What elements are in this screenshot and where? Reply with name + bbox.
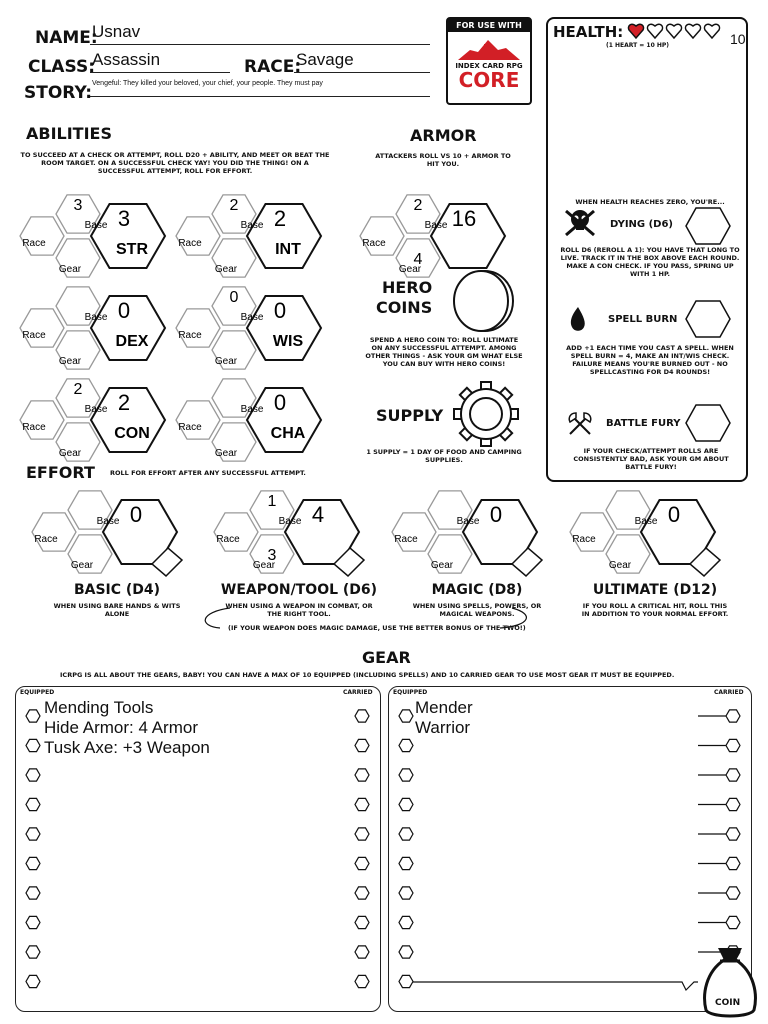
armor-base-label: Base [424, 220, 448, 231]
battle-fury-box[interactable] [684, 403, 732, 443]
left-equipped-slot[interactable] [26, 975, 40, 987]
left-equipped-slot[interactable] [26, 946, 40, 958]
ability-dex-total-value: 0 [117, 298, 131, 323]
effort-1-gear-value: 3 [267, 547, 277, 564]
spell-burn-title: SPELL BURN [608, 314, 678, 325]
heart-icon-2[interactable] [647, 24, 662, 38]
effort-3-race-label: Race [572, 534, 596, 545]
effort-note: (IF YOUR WEAPON DOES MAGIC DAMAGE, USE THE BETTER BONUS OF THE TWO!) [228, 624, 526, 632]
health-value[interactable]: 10 [730, 31, 746, 47]
ability-int-race-hex[interactable] [176, 217, 220, 255]
right-equipped-slot[interactable] [399, 975, 413, 987]
ability-str-total-value: 3 [117, 206, 131, 231]
ability-cha-base-label: Base [240, 404, 264, 415]
ability-wis-race-hex[interactable] [176, 309, 220, 347]
dying-title: DYING (D6) [610, 219, 673, 230]
story-line [90, 96, 430, 97]
ability-con-base-value: 2 [73, 381, 83, 398]
race-field[interactable]: Savage [296, 50, 354, 69]
left-equipped-slot[interactable] [26, 828, 40, 840]
effort-0-race-hex[interactable] [32, 513, 76, 551]
ability-con-cluster [20, 372, 190, 468]
ability-dex-name: DEX [115, 333, 149, 350]
effort-3-name: ULTIMATE (D12) [592, 582, 718, 598]
effort-3-desc: IF YOU ROLL A CRITICAL HIT, ROLL THIS IN ADDITION TO YOUR NORMAL EFFORT. [581, 602, 729, 618]
heart-icon-4[interactable] [685, 24, 700, 38]
effort-0-cluster [32, 484, 202, 580]
left-equipped-slot[interactable] [26, 710, 40, 722]
left-carried-slot[interactable] [355, 857, 369, 869]
right-carried-slot[interactable] [726, 710, 740, 722]
crossed-axes-icon [566, 410, 594, 438]
right-equipped-slot[interactable] [399, 857, 413, 869]
left-carried-slot[interactable] [355, 828, 369, 840]
effort-1-total-value: 4 [311, 502, 325, 527]
effort-1-desc: WHEN USING A WEAPON IN COMBAT, OR THE RIGHT TOOL. [225, 602, 373, 618]
coin-bag-icon[interactable] [700, 944, 760, 1020]
armor-race-hex[interactable] [360, 217, 404, 255]
armor-gear-label: Gear [398, 264, 422, 275]
effort-2-base-label: Base [456, 516, 480, 527]
right-equipped-slot[interactable] [399, 916, 413, 928]
supply-gear-icon[interactable] [452, 380, 520, 448]
ability-int-gear-label: Gear [214, 264, 238, 275]
effort-1-cluster [214, 484, 384, 580]
abilities-title: ABILITIES [26, 124, 112, 143]
right-carried-slot[interactable] [726, 739, 740, 751]
ability-str-gear-label: Gear [58, 264, 82, 275]
right-carried-slot[interactable] [726, 828, 740, 840]
right-equipped-slot[interactable] [399, 828, 413, 840]
ability-str-race-label: Race [22, 238, 46, 249]
ability-cha-name: CHA [270, 425, 306, 442]
effort-2-name: MAGIC (D8) [431, 582, 523, 598]
effort-3-total-value: 0 [667, 502, 681, 527]
hero-coins-title-2: COINS [376, 298, 433, 317]
left-gear-item[interactable]: Tusk Axe: +3 Weapon [44, 738, 210, 757]
ability-int-total-value: 2 [273, 206, 287, 231]
carried-label-right: CARRIED [714, 689, 744, 696]
ability-cha-total-value: 0 [273, 390, 287, 415]
supply-title: SUPPLY [376, 406, 444, 425]
race-label: RACE: [244, 57, 302, 77]
effort-0-total-value: 0 [129, 502, 143, 527]
ability-int-base-value: 2 [229, 197, 239, 214]
right-gear-item[interactable]: Mender [415, 698, 473, 717]
hero-coins-desc: SPEND A HERO COIN TO: ROLL ULTIMATE ON ANY SUCCESSFUL ATTEMPT. AMONG OTHER THINGS - ASK YOUR GM WHAT ELSE YOU CAN BUY WITH HERO COINS! [365, 336, 523, 368]
effort-2-cluster [392, 484, 562, 580]
heart-icon-3[interactable] [666, 24, 681, 38]
effort-desc: ROLL FOR EFFORT AFTER ANY SUCCESSFUL ATTEMPT. [110, 469, 306, 477]
ability-int-name: INT [275, 241, 301, 258]
heart-icon-5[interactable] [704, 24, 719, 38]
class-field[interactable]: Assassin [92, 50, 161, 69]
right-carried-slot[interactable] [726, 916, 740, 928]
hearts-row [626, 21, 726, 41]
ability-wis-base-value: 0 [229, 289, 239, 306]
ability-str-base-value: 3 [73, 197, 83, 214]
armor-title: ARMOR [410, 126, 477, 145]
story-label: STORY: [24, 83, 93, 103]
ability-con-base-label: Base [84, 404, 108, 415]
effort-1-base-value: 1 [267, 493, 277, 510]
effort-1-gear-label: Gear [252, 560, 276, 571]
ability-con-race-hex[interactable] [20, 401, 64, 439]
left-equipped-slot[interactable] [26, 857, 40, 869]
effort-3-race-hex[interactable] [570, 513, 614, 551]
effort-1-race-hex[interactable] [214, 513, 258, 551]
right-equipped-slot[interactable] [399, 739, 413, 751]
ability-str-base-label: Base [84, 220, 108, 231]
left-equipped-slot[interactable] [26, 887, 40, 899]
right-equipped-slot[interactable] [399, 946, 413, 958]
right-gear-item[interactable]: Warrior [415, 718, 471, 737]
battle-fury-text: IF YOUR CHECK/ATTEMPT ROLLS ARE CONSISTENTLY BAD, ASK YOUR GM ABOUT BATTLE FURY! [573, 447, 729, 471]
ability-dex-cluster [20, 280, 190, 376]
coin-line [413, 982, 698, 990]
race-line [294, 72, 430, 73]
ability-int-race-label: Race [178, 238, 202, 249]
effort-2-race-label: Race [394, 534, 418, 545]
left-carried-slot[interactable] [355, 739, 369, 751]
left-carried-slot[interactable] [355, 769, 369, 781]
ability-cha-race-label: Race [178, 422, 202, 433]
battle-fury-title: BATTLE FURY [606, 418, 681, 429]
gear-desc: ICRPG IS ALL ABOUT THE GEARS, BABY! YOU CAN HAVE A MAX OF 10 EQUIPPED (INCLUDING SPELLS) AND 10 CARRIED GEAR TO USE MOST GEAR IT MUST BE EQUIPPED. [60, 671, 675, 679]
hero-coin-icon[interactable] [450, 268, 516, 334]
abilities-desc: TO SUCCEED AT A CHECK OR ATTEMPT, ROLL D20 + ABILITY, AND MEET OR BEAT THE ROOM TARGET. ON A SUCCESSFUL CHECK YAY! YOU DID THE THING! ON A SUCCESSFUL ATTEMPT, ROLL FOR EFFORT. [20, 151, 330, 175]
right-equipped-slot[interactable] [399, 710, 413, 722]
ability-str-race-hex[interactable] [20, 217, 64, 255]
right-carried-slot[interactable] [726, 887, 740, 899]
ability-int-base-label: Base [240, 220, 264, 231]
armor-race-label: Race [362, 238, 386, 249]
supply-desc: 1 SUPPLY = 1 DAY OF FOOD AND CAMPING SUPPLIES. [366, 448, 522, 464]
name-line [90, 44, 430, 45]
right-equipped-slot[interactable] [399, 798, 413, 810]
gear-title: GEAR [362, 648, 411, 667]
armor-base-value: 2 [413, 197, 423, 214]
equipped-label-left: EQUIPPED [20, 689, 55, 696]
left-carried-slot[interactable] [355, 946, 369, 958]
effort-1-base-label: Base [278, 516, 302, 527]
logo-line1: INDEX CARD RPG [455, 62, 523, 70]
dying-text: ROLL D6 (REROLL A 1): YOU HAVE THAT LONG TO LIVE. TRACK IT IN THE BOX ABOVE EACH ROUND. MAKE A CON CHECK. IF YOU PASS, SPRING UP WITH 1 HP. [560, 246, 740, 278]
right-equipped-slot[interactable] [399, 887, 413, 899]
health-label: HEALTH: [553, 23, 624, 41]
effort-0-name: BASIC (D4) [73, 582, 161, 598]
effort-0-desc: WHEN USING BARE HANDS & WITS ALONE [53, 602, 181, 618]
class-label: CLASS: [28, 57, 95, 77]
carried-label-left: CARRIED [343, 689, 373, 696]
left-gear-item[interactable]: Hide Armor: 4 Armor [44, 718, 198, 737]
ability-cha-cluster [176, 372, 346, 468]
ability-str-name: STR [116, 241, 148, 258]
left-equipped-slot[interactable] [26, 739, 40, 751]
ability-wis-total-value: 0 [273, 298, 287, 323]
hero-coins-title-1: HERO [382, 278, 433, 297]
equipped-label-right: EQUIPPED [393, 689, 428, 696]
effort-1-race-label: Race [216, 534, 240, 545]
ability-cha-gear-label: Gear [214, 448, 238, 459]
ability-con-gear-label: Gear [58, 448, 82, 459]
effort-1-name: WEAPON/TOOL (D6) [220, 582, 378, 598]
ability-wis-name: WIS [272, 333, 304, 350]
health-note: (1 HEART = 10 HP) [606, 42, 670, 49]
effort-3-gear-label: Gear [608, 560, 632, 571]
right-carried-slot[interactable] [726, 798, 740, 810]
ability-con-race-label: Race [22, 422, 46, 433]
heart-icon-1[interactable] [628, 24, 643, 38]
effort-2-total-value: 0 [489, 502, 503, 527]
castle-icon [448, 32, 530, 62]
left-carried-slot[interactable] [355, 916, 369, 928]
right-carried-slot[interactable] [726, 769, 740, 781]
ability-wis-race-label: Race [178, 330, 202, 341]
logo-for-use: FOR USE WITH [448, 19, 530, 32]
logo-line2: CORE [458, 68, 520, 92]
effort-2-desc: WHEN USING SPELLS, POWERS, OR MAGICAL WEAPONS. [412, 602, 542, 618]
armor-desc: ATTACKERS ROLL VS 10 + ARMOR TO HIT YOU. [375, 152, 511, 168]
effort-0-base-label: Base [96, 516, 120, 527]
effort-2-gear-label: Gear [430, 560, 454, 571]
left-equipped-slot[interactable] [26, 769, 40, 781]
ability-str-cluster [20, 188, 190, 284]
effort-0-gear-label: Gear [70, 560, 94, 571]
left-equipped-slot[interactable] [26, 916, 40, 928]
effort-3-cluster [570, 484, 740, 580]
spell-burn-box[interactable] [684, 299, 732, 339]
left-carried-slot[interactable] [355, 887, 369, 899]
left-carried-slot[interactable] [355, 798, 369, 810]
ability-int-cluster [176, 188, 346, 284]
armor-gear-value: 4 [413, 251, 423, 268]
ability-con-name: CON [114, 425, 150, 442]
ability-dex-gear-label: Gear [58, 356, 82, 367]
name-field[interactable]: Usnav [92, 22, 141, 41]
right-carried-slot[interactable] [726, 857, 740, 869]
icrpg-logo [446, 17, 532, 105]
ability-dex-race-label: Race [22, 330, 46, 341]
ability-wis-gear-label: Gear [214, 356, 238, 367]
ability-dex-base-label: Base [84, 312, 108, 323]
ability-con-total-value: 2 [117, 390, 131, 415]
effort-title: EFFORT [26, 463, 95, 482]
ability-cha-race-hex[interactable] [176, 401, 220, 439]
left-gear-item[interactable]: Mending Tools [44, 698, 154, 717]
class-line [90, 72, 230, 73]
right-equipped-slot[interactable] [399, 769, 413, 781]
skull-icon [563, 207, 597, 237]
spell-burn-text: ADD +1 EACH TIME YOU CAST A SPELL. WHEN SPELL BURN = 4, MAKE AN INT/WIS CHECK. FAILURE MEANS YOU'RE BURNED OUT - NO SPELLCASTING FOR D4 ROUNDS! [566, 344, 734, 376]
flame-icon [566, 305, 590, 333]
left-equipped-slot[interactable] [26, 798, 40, 810]
effort-2-race-hex[interactable] [392, 513, 436, 551]
armor-total-value: 16 [451, 206, 477, 231]
left-carried-slot[interactable] [355, 975, 369, 987]
dying-intro: WHEN HEALTH REACHES ZERO, YOU'RE... [575, 198, 725, 206]
ability-dex-race-hex[interactable] [20, 309, 64, 347]
story-field[interactable]: Vengeful: They killed your beloved, your chief, your people. They must pay [92, 80, 323, 87]
ability-wis-cluster [176, 280, 346, 376]
coin-label: COIN [715, 998, 741, 1008]
effort-3-base-label: Base [634, 516, 658, 527]
effort-0-race-label: Race [34, 534, 58, 545]
name-label: NAME: [35, 28, 98, 48]
dying-box[interactable] [684, 206, 732, 246]
ability-wis-base-label: Base [240, 312, 264, 323]
left-carried-slot[interactable] [355, 710, 369, 722]
